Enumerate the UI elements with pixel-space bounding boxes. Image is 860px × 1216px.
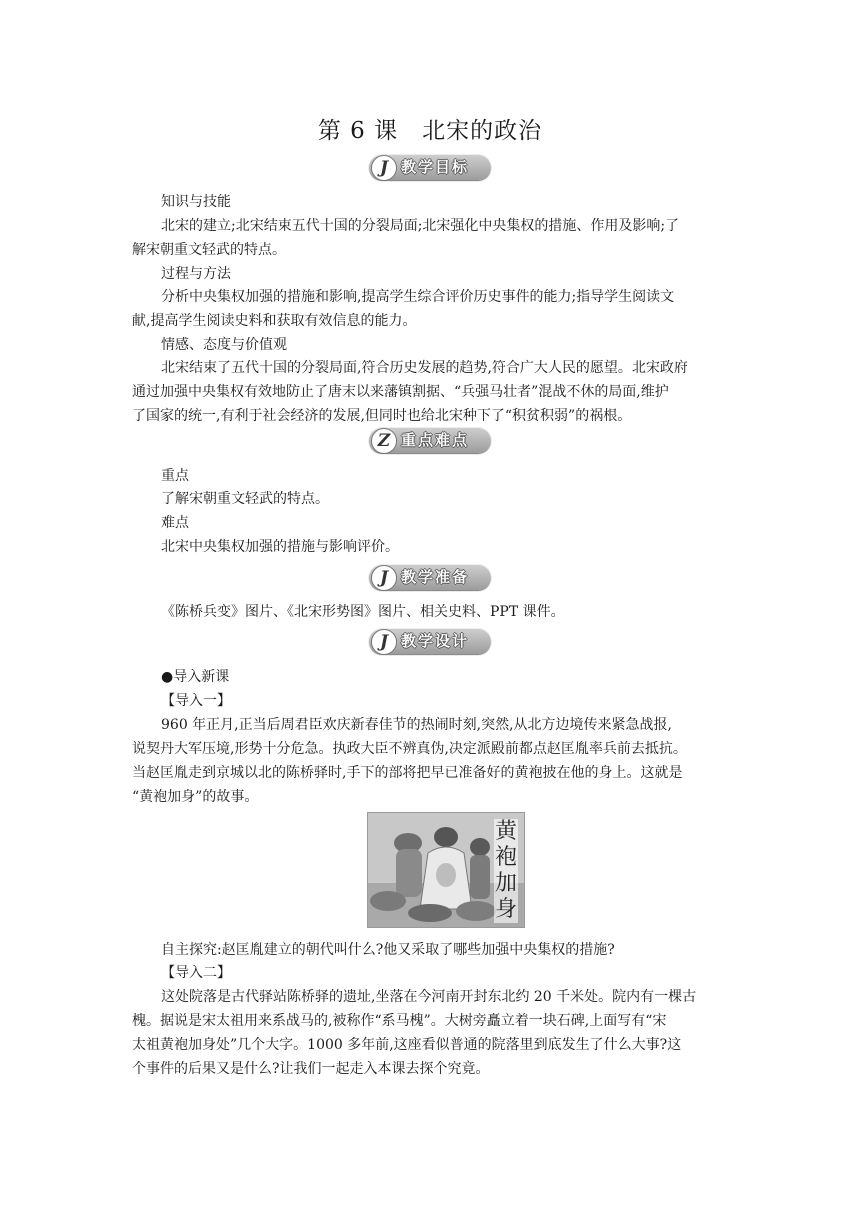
paragraph-line: 当赵匡胤走到京城以北的陈桥驿时,手下的部将把早已准备好的黄袍披在他的身上。这就是 — [132, 765, 683, 781]
paragraph-line: 《陈桥兵变》图片、《北宋形势图》图片、相关史料、PPT 课件。 — [161, 604, 565, 620]
heading-emotion-values: 情感、态度与价值观 — [161, 337, 287, 353]
badge-letter: J — [371, 565, 397, 591]
lead-two-heading: 【导入二】 — [161, 965, 231, 981]
paragraph-line: “黄袍加身”的故事。 — [132, 789, 259, 805]
section-badge-key-points — [369, 427, 491, 453]
paragraph-line: 献,提高学生阅读史料和获取有效信息的能力。 — [132, 313, 417, 329]
badge-letter: J — [371, 629, 397, 655]
paragraph-line: 北宋的建立;北宋结束五代十国的分裂局面;北宋强化中央集权的措施、作用及影响;了 — [161, 218, 680, 234]
badge-label: 重点难点 — [401, 431, 470, 449]
lead-one-heading: 【导入一】 — [161, 693, 231, 709]
self-inquiry-question: 自主探究:赵匡胤建立的朝代叫什么?他又采取了哪些加强中央集权的措施? — [161, 942, 615, 958]
paragraph-line: 960 年正月,正当后周君臣欢庆新春佳节的热闹时刻,突然,从北方边境传来紧急战报, — [161, 717, 672, 733]
paragraph-line: 这处院落是古代驿站陈桥驿的遗址,坐落在今河南开封东北约 20 千米处。院内有一棵古 — [161, 989, 697, 1005]
huangpao-illustration — [367, 812, 525, 928]
paragraph-line: 解宋朝重文轻武的特点。 — [132, 242, 286, 258]
paragraph-line: 太祖黄袍加身处”几个大字。1000 多年前,这座看似普通的院落里到底发生了什么大事?这 — [132, 1037, 682, 1053]
paragraph-line: 通过加强中央集权有效地防止了唐末以来藩镇割据、“兵强马壮者”混战不休的局面,维护 — [132, 384, 669, 400]
paragraph-line: 北宋结束了五代十国的分裂局面,符合历史发展的趋势,符合广大人民的愿望。北宋政府 — [161, 360, 688, 376]
section-badge-design — [369, 628, 491, 654]
paragraph-line: 说契丹大军压境,形势十分危急。执政大臣不辨真伪,决定派殿前都点赵匡胤率兵前去抵抗。 — [132, 741, 687, 757]
paragraph-line: 了解宋朝重文轻武的特点。 — [161, 491, 329, 507]
badge-letter: Z — [371, 428, 397, 454]
paragraph-line: 槐。据说是宋太祖用来系战马的,被称作“系马槐”。大树旁矗立着一块石碑,上面写有“宋 — [132, 1013, 667, 1029]
lesson-title: 第 6 课 北宋的政治 — [317, 118, 543, 144]
paragraph-line: 分析中央集权加强的措施和影响,提高学生综合评价历史事件的能力;指导学生阅读文 — [161, 289, 675, 305]
illustration-caption: 黄袍加身 — [494, 819, 517, 922]
heading-key-point: 重点 — [161, 468, 189, 484]
section-badge-objectives — [369, 154, 491, 180]
heading-difficult-point: 难点 — [161, 515, 189, 531]
heading-process-methods: 过程与方法 — [161, 266, 231, 282]
badge-letter: J — [371, 155, 397, 181]
paragraph-line: 了国家的统一,有利于社会经济的发展,但同时也给北宋种下了“积贫积弱”的祸根。 — [132, 408, 632, 424]
badge-label: 教学设计 — [401, 632, 470, 650]
heading-knowledge-skills: 知识与技能 — [161, 194, 231, 210]
badge-label: 教学目标 — [401, 158, 470, 176]
paragraph-line: 北宋中央集权加强的措施与影响评价。 — [161, 539, 399, 555]
section-badge-preparation — [369, 564, 491, 590]
intro-heading: ●导入新课 — [161, 669, 230, 685]
badge-label: 教学准备 — [401, 568, 470, 586]
paragraph-line: 个事件的后果又是什么?让我们一起走入本课去探个究竟。 — [132, 1061, 490, 1077]
